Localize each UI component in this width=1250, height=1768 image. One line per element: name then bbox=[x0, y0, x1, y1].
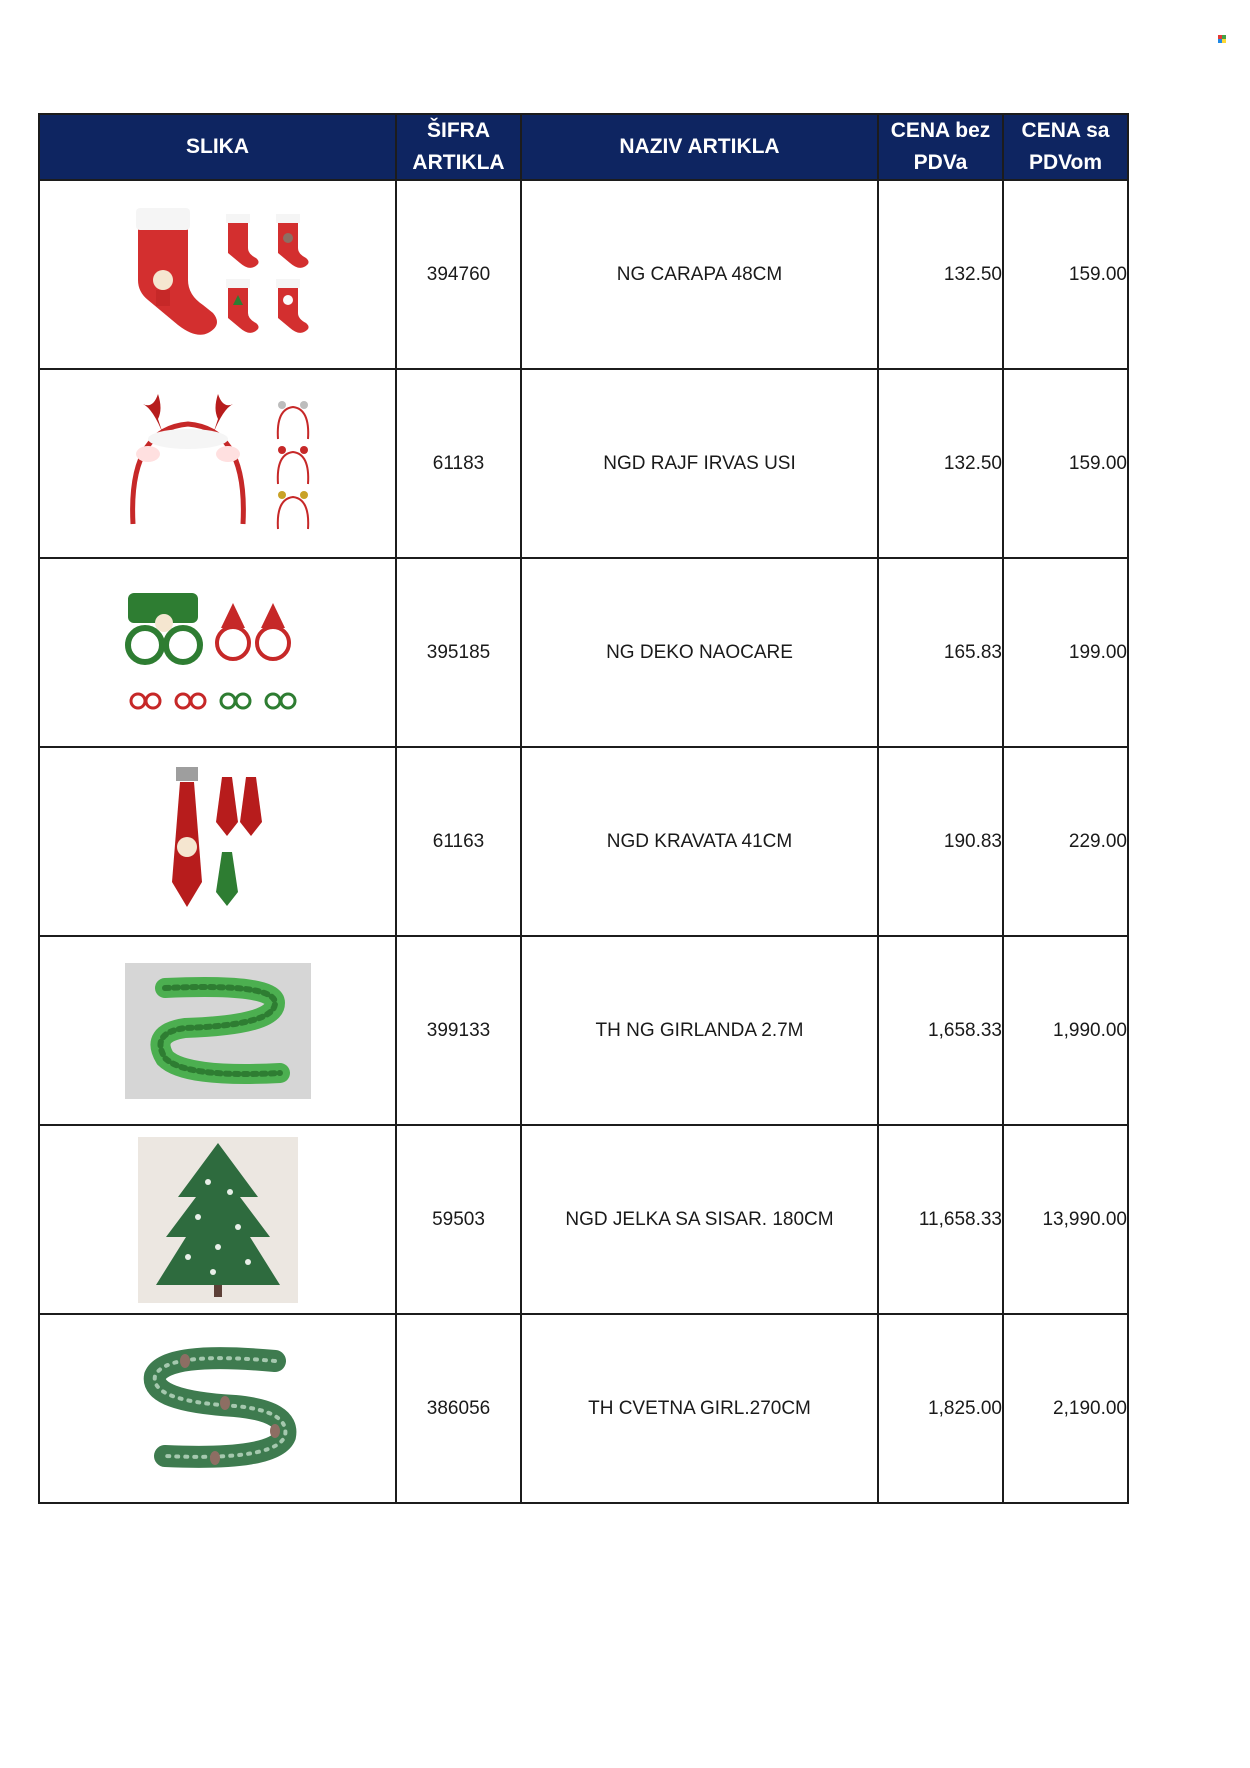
product-code: 395185 bbox=[396, 558, 521, 747]
product-name: NGD RAJF IRVAS USI bbox=[521, 369, 878, 558]
header-image: SLIKA bbox=[39, 114, 396, 180]
table-row bbox=[39, 747, 1128, 936]
product-code: 394760 bbox=[396, 180, 521, 369]
price-without-vat: 1,658.33 bbox=[878, 936, 1003, 1125]
product-name: TH NG GIRLANDA 2.7M bbox=[521, 936, 878, 1125]
garland-icon bbox=[125, 963, 311, 1099]
product-name: NG DEKO NAOCARE bbox=[521, 558, 878, 747]
price-without-vat: 132.50 bbox=[878, 369, 1003, 558]
table-row bbox=[39, 558, 1128, 747]
price-without-vat: 165.83 bbox=[878, 558, 1003, 747]
header-code: ŠIFRA ARTIKLA bbox=[396, 114, 521, 180]
price-with-vat: 159.00 bbox=[1003, 369, 1128, 558]
product-name: NG CARAPA 48CM bbox=[521, 180, 878, 369]
price-without-vat: 190.83 bbox=[878, 747, 1003, 936]
party-glasses-icon bbox=[113, 583, 323, 723]
price-with-vat: 199.00 bbox=[1003, 558, 1128, 747]
price-with-vat: 13,990.00 bbox=[1003, 1125, 1128, 1314]
product-code: 61163 bbox=[396, 747, 521, 936]
christmas-tree-icon bbox=[138, 1137, 298, 1303]
product-image-cell bbox=[39, 936, 396, 1125]
price-without-vat: 11,658.33 bbox=[878, 1125, 1003, 1314]
christmas-tie-icon bbox=[158, 762, 278, 922]
table-header-row bbox=[39, 114, 1128, 180]
price-with-vat: 2,190.00 bbox=[1003, 1314, 1128, 1503]
product-code: 386056 bbox=[396, 1314, 521, 1503]
product-name: TH CVETNA GIRL.270CM bbox=[521, 1314, 878, 1503]
product-image-cell bbox=[39, 1314, 396, 1503]
reindeer-headband-icon bbox=[108, 389, 328, 539]
product-image-cell bbox=[39, 747, 396, 936]
product-image-cell bbox=[39, 1125, 396, 1314]
product-price-table bbox=[38, 113, 1129, 1504]
price-without-vat: 132.50 bbox=[878, 180, 1003, 369]
product-image-cell bbox=[39, 558, 396, 747]
header-price-net: CENA bez PDVa bbox=[878, 114, 1003, 180]
table-row bbox=[39, 936, 1128, 1125]
product-code: 61183 bbox=[396, 369, 521, 558]
header-price-gross: CENA sa PDVom bbox=[1003, 114, 1128, 180]
header-name: NAZIV ARTIKLA bbox=[521, 114, 878, 180]
table-row bbox=[39, 1125, 1128, 1314]
price-without-vat: 1,825.00 bbox=[878, 1314, 1003, 1503]
product-name: NGD JELKA SA SISAR. 180CM bbox=[521, 1125, 878, 1314]
pine-garland-icon bbox=[125, 1341, 311, 1477]
product-image-cell bbox=[39, 369, 396, 558]
product-code: 59503 bbox=[396, 1125, 521, 1314]
product-name: NGD KRAVATA 41CM bbox=[521, 747, 878, 936]
price-with-vat: 159.00 bbox=[1003, 180, 1128, 369]
price-with-vat: 229.00 bbox=[1003, 747, 1128, 936]
table-row bbox=[39, 1314, 1128, 1503]
christmas-stocking-icon bbox=[118, 200, 318, 350]
price-with-vat: 1,990.00 bbox=[1003, 936, 1128, 1125]
product-image-cell bbox=[39, 180, 396, 369]
product-code: 399133 bbox=[396, 936, 521, 1125]
corner-logo-mark bbox=[1218, 35, 1226, 43]
table-row bbox=[39, 180, 1128, 369]
table-row bbox=[39, 369, 1128, 558]
